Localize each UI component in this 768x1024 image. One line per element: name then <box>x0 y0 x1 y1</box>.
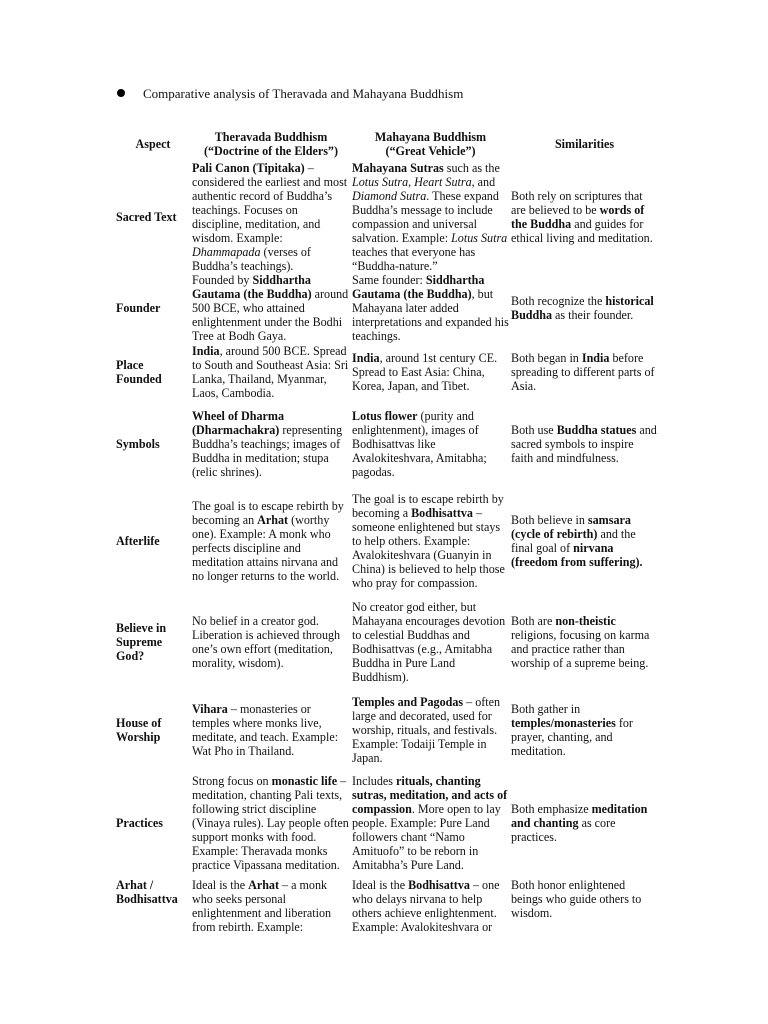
similarities-cell <box>509 161 658 273</box>
aspect-cell: Practices <box>116 816 163 830</box>
cell-text: – meditation, chanting Pali texts, following strict discipline (Vinaya rules). Lay people often support monks with food. Example: Theravada monks practice Vipassana meditation. <box>192 774 349 872</box>
bold-text: Temples and Pagodas <box>352 694 464 709</box>
cell-text: Both rely on scriptures that are believed to be <box>511 189 643 217</box>
header-row <box>114 130 658 161</box>
italic-text: Lotus Sutra <box>451 231 508 245</box>
cell-text: and sacred symbols to inspire faith and mindfulness. <box>511 423 657 465</box>
aspect-cell: Founder <box>116 301 161 315</box>
bold-text: Bodhisattva <box>411 505 473 520</box>
cell-text: Both are <box>511 614 556 628</box>
mahayana-cell <box>350 878 509 938</box>
table-row <box>114 878 658 938</box>
theravada-cell <box>190 400 350 488</box>
italic-text: Diamond Sutra <box>352 189 427 203</box>
table-row <box>114 400 658 488</box>
bold-text: words of the Buddha <box>511 203 645 231</box>
cell-text: . More open to lay people. Example: Pure Land followers chant “Namo Amituofo” to be reborn in Amitabha’s Pure Land. <box>352 802 501 872</box>
mahayana-cell <box>350 400 509 488</box>
bold-text: rituals, chanting sutras, meditation, and acts of compassion <box>352 774 508 816</box>
similarities-cell <box>509 691 658 768</box>
header-mahayana-subtitle: (“Great Vehicle”) <box>385 144 476 158</box>
cell-text: Both use <box>511 423 557 437</box>
bold-text: Siddhartha Gautama (the Buddha) <box>352 273 485 301</box>
table-row <box>114 768 658 878</box>
cell-text: Both began in <box>511 350 582 365</box>
bold-text: Mahayana Sutras <box>352 161 444 175</box>
header-mahayana-title: Mahayana Buddhism <box>374 130 487 144</box>
bold-text: historical Buddha <box>511 294 654 322</box>
cell-text: , around 1st century CE. Spread to East Asia: China, Korea, Japan, and Tibet. <box>352 350 498 393</box>
similarities-cell <box>509 593 658 691</box>
theravada-cell <box>190 691 350 768</box>
aspect-cell: Afterlife <box>116 533 160 548</box>
cell-text: Both gather in <box>511 701 581 716</box>
theravada-cell <box>190 878 350 938</box>
theravada-cell <box>190 273 350 343</box>
cell-text: The goal is to escape rebirth by becoming an <box>192 498 344 527</box>
cell-text: and guides for ethical living and meditation. <box>511 217 653 245</box>
bold-text: India <box>581 350 610 365</box>
mahayana-cell <box>350 691 509 768</box>
italic-text: Heart Sutra <box>414 175 472 189</box>
cell-text: Both recognize the <box>511 294 606 308</box>
theravada-cell <box>190 488 350 593</box>
header-theravada-subtitle: (“Doctrine of the Elders”) <box>203 144 338 158</box>
cell-text: – one who delays nirvana to help others achieve enlightenment. Example: Avalokiteshvara or <box>352 878 500 934</box>
cell-text: – often large and decorated, used for worship, rituals, and festivals. Example: Todaiji Temple in Japan. <box>352 694 501 765</box>
aspect-cell: Sacred Text <box>116 210 177 224</box>
aspect-cell: Arhat / Bodhisattva <box>116 878 178 906</box>
mahayana-cell <box>350 488 509 593</box>
cell-text: for prayer, chanting, and meditation. <box>511 715 633 758</box>
mahayana-cell <box>350 593 509 691</box>
cell-text: Both emphasize <box>511 802 592 816</box>
cell-text: (purity and enlightenment), images of Bodhisattvas like Avalokiteshvara, Amitabha; pagodas. <box>352 409 487 479</box>
intro-text: Comparative analysis of Theravada and Mahayana Buddhism <box>143 86 464 101</box>
cell-text: , but Mahayana later added interpretations and expanded his teachings. <box>352 287 509 343</box>
bold-text: monastic life <box>271 774 338 788</box>
cell-text: , and <box>471 175 496 189</box>
bold-text: nirvana (freedom from suffering). <box>511 540 643 569</box>
bold-text: India <box>352 350 380 365</box>
similarities-cell <box>509 768 658 878</box>
cell-text: (worthy one). Example: A monk who perfects discipline and meditation attains nirvana and no longer returns to the world. <box>192 512 340 583</box>
bullet-icon <box>117 89 125 97</box>
intro-bullet <box>117 86 463 102</box>
bold-text: Arhat <box>257 512 289 527</box>
italic-text: Lotus Sutra <box>352 175 409 189</box>
cell-text: No belief in a creator god. Liberation is achieved through one’s own effort (meditation, morality, wisdom). <box>192 614 341 670</box>
bold-text: Arhat <box>248 878 279 892</box>
header-theravada-title: Theravada Buddhism <box>214 130 328 144</box>
theravada-cell <box>190 343 350 400</box>
italic-text: Dhammapada <box>192 245 261 259</box>
table-row <box>114 161 658 273</box>
table-row <box>114 593 658 691</box>
cell-text: such as the <box>443 161 500 175</box>
header-theravada <box>190 130 350 161</box>
similarities-cell <box>509 343 658 400</box>
theravada-cell <box>190 768 350 878</box>
cell-text: No creator god either, but Mahayana encourages devotion to celestial Buddhas and Bodhisattvas (e.g., Amitabha Buddha in Pure Land Buddhism). <box>352 600 506 684</box>
bold-text: India <box>192 343 220 358</box>
bold-text: Siddhartha Gautama (the Buddha) <box>192 273 312 301</box>
theravada-cell <box>190 161 350 273</box>
mahayana-cell <box>350 161 509 273</box>
bold-text: Pali Canon (Tipitaka) <box>192 161 305 175</box>
bold-text: samsara (cycle of rebirth) <box>511 512 631 541</box>
table-row <box>114 343 658 400</box>
cell-text: as their founder. <box>552 308 634 322</box>
table-row <box>114 273 658 343</box>
cell-text: The goal is to escape rebirth by becoming a <box>352 491 504 520</box>
cell-text: Strong focus on <box>192 774 272 788</box>
bold-text: Vihara <box>192 701 228 716</box>
bold-text: Bodhisattva <box>408 878 470 892</box>
cell-text: Ideal is the <box>352 878 409 892</box>
similarities-cell <box>509 878 658 938</box>
cell-text: , around 500 BCE. Spread to South and Southeast Asia: Sri Lanka, Thailand, Myanmar, Laos, Cambodia. <box>192 343 349 400</box>
cell-text: as core practices. <box>511 816 616 844</box>
mahayana-cell <box>350 768 509 878</box>
mahayana-cell <box>350 343 509 400</box>
similarities-cell <box>509 273 658 343</box>
aspect-cell: Place Founded <box>116 357 162 386</box>
cell-text: and the final goal of <box>511 526 636 555</box>
bold-text: Lotus flower <box>352 409 418 423</box>
aspect-cell: Symbols <box>116 437 160 451</box>
header-similarities: Similarities <box>554 137 615 151</box>
cell-text: – monasteries or temples where monks live, meditate, and teach. Example: Wat Pho in Thailand. <box>192 701 339 758</box>
cell-text: Founded by <box>192 273 253 287</box>
cell-text: – a monk who seeks personal enlightenment and liberation from rebirth. Example: <box>192 878 332 934</box>
cell-text: representing Buddha’s teachings; images of Buddha in meditation; stupa (relic shrines). <box>192 423 343 479</box>
header-mahayana <box>350 130 509 161</box>
cell-text: , <box>408 175 415 189</box>
cell-text: Both believe in <box>511 512 588 527</box>
table-row <box>114 691 658 768</box>
cell-text: (verses of Buddha’s teachings). <box>192 245 311 273</box>
bold-text: non-theistic <box>555 614 616 628</box>
bold-text: Wheel of Dharma (Dharmachakra) <box>192 409 285 437</box>
cell-text: . These expand Buddha’s message to include compassion and universal salvation. Example: <box>352 189 499 245</box>
header-aspect: Aspect <box>135 137 171 151</box>
cell-text: Both honor enlightened beings who guide others to wisdom. <box>511 878 642 920</box>
cell-text: Same founder: <box>352 273 426 287</box>
similarities-cell <box>509 488 658 593</box>
comparison-table <box>114 130 658 938</box>
cell-text: – considered the earliest and most authentic record of Buddha’s teachings. Focuses on discipline, meditation, and wisdom. Example: <box>192 161 348 245</box>
bold-text: meditation and chanting <box>511 802 648 830</box>
mahayana-cell <box>350 273 509 343</box>
aspect-cell: House of Worship <box>116 715 162 744</box>
cell-text: – someone enlightened but stays to help others. Example: Avalokiteshvara (Guanyin in China) is believed to help those who pray for compassion. <box>352 505 505 590</box>
cell-text: around 500 BCE, who attained enlightenment under the Bodhi Tree at Bodh Gaya. <box>192 287 349 343</box>
bold-text: Buddha statues <box>556 423 637 437</box>
similarities-cell <box>509 400 658 488</box>
bold-text: temples/monasteries <box>511 715 616 730</box>
cell-text: Includes <box>352 774 396 788</box>
aspect-cell: Believe in Supreme God? <box>116 621 167 663</box>
cell-text: teaches that everyone has “Buddha-nature.” <box>352 245 476 273</box>
theravada-cell <box>190 593 350 691</box>
cell-text: before spreading to different parts of Asia. <box>511 350 655 393</box>
cell-text: religions, focusing on karma and practice rather than worship of a supreme being. <box>511 628 650 670</box>
cell-text: Ideal is the <box>192 878 249 892</box>
table-row <box>114 488 658 593</box>
